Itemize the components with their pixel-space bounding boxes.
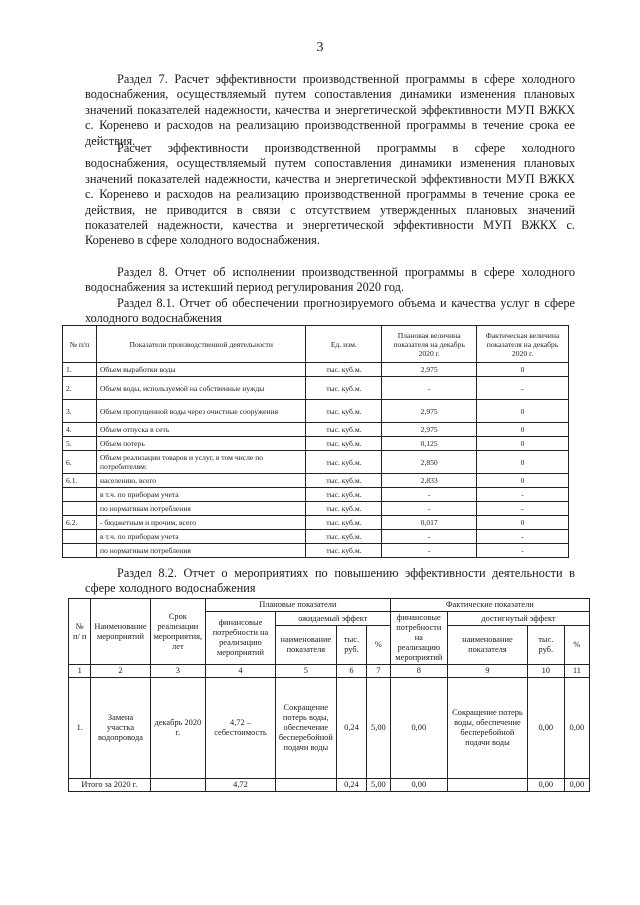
h-pct-2: % bbox=[564, 626, 589, 665]
column-number: 8 bbox=[390, 665, 447, 678]
row-indicator: Объем воды, используемой на собственные нужды bbox=[96, 377, 306, 400]
row-fact: 0 bbox=[477, 437, 569, 451]
row-indicator: в т.ч. по приборам учета bbox=[96, 488, 306, 502]
h-thous-2: тыс. руб. bbox=[527, 626, 564, 665]
row-unit: тыс. куб.м. bbox=[306, 516, 382, 530]
column-number: 11 bbox=[564, 665, 589, 678]
header-plan: Плановая величина показателя на декабрь 2020 г. bbox=[382, 326, 477, 363]
row-indicator: Объем реализации товаров и услуг, в том числе по потребителям: bbox=[96, 451, 306, 474]
column-number: 6 bbox=[336, 665, 366, 678]
header-no: № п/п bbox=[63, 326, 97, 363]
table-row bbox=[63, 544, 569, 558]
column-number: 10 bbox=[527, 665, 564, 678]
column-number: 1 bbox=[69, 665, 91, 678]
row-unit: тыс. куб.м. bbox=[306, 400, 382, 423]
row-indicator: населению, всего bbox=[96, 474, 306, 488]
row-fact: - bbox=[477, 488, 569, 502]
row-unit: тыс. куб.м. bbox=[306, 530, 382, 544]
row-no bbox=[63, 488, 97, 502]
total-thous-1: 0,24 bbox=[336, 779, 366, 792]
row-indicator: по нормативам потребления bbox=[96, 544, 306, 558]
table-row bbox=[63, 451, 569, 474]
row-plan: - bbox=[382, 488, 477, 502]
table-row bbox=[63, 530, 569, 544]
row-no: 6.1. bbox=[63, 474, 97, 488]
header-unit: Ед. изм. bbox=[306, 326, 382, 363]
total-thous-2: 0,00 bbox=[527, 779, 564, 792]
row-indicator: Объем отпуска в сеть bbox=[96, 423, 306, 437]
table-8-1 bbox=[62, 325, 569, 558]
table-row bbox=[69, 678, 590, 779]
column-numbers-row bbox=[69, 665, 590, 678]
h-name: Наименование мероприятий bbox=[91, 599, 150, 665]
cell-8: 0,00 bbox=[390, 678, 447, 779]
row-fact: - bbox=[477, 377, 569, 400]
column-number: 7 bbox=[367, 665, 391, 678]
header-fact: Фактическая величина показателя на декабрь 2020 г. bbox=[477, 326, 569, 363]
cell-6: 0,24 bbox=[336, 678, 366, 779]
h-plan: Плановые показатели bbox=[206, 599, 391, 612]
cell-11: 0,00 bbox=[564, 678, 589, 779]
row-unit: тыс. куб.м. bbox=[306, 451, 382, 474]
row-no: 4. bbox=[63, 423, 97, 437]
table-row bbox=[63, 363, 569, 377]
row-indicator: в т.ч. по приборам учета bbox=[96, 530, 306, 544]
h-ind-name: наименование показателя bbox=[275, 626, 336, 665]
cell-2: Замена участка водопровода bbox=[91, 678, 150, 779]
row-indicator: - бюджетным и прочим, всего bbox=[96, 516, 306, 530]
row-unit: тыс. куб.м. bbox=[306, 544, 382, 558]
cell-3: декабрь 2020 г. bbox=[150, 678, 205, 779]
section8-1-title: Раздел 8.1. Отчет об обеспечении прогнозируемого объема и качества услуг в сфере холодного водоснабжения bbox=[85, 296, 575, 326]
row-no bbox=[63, 530, 97, 544]
total-fin-plan: 4,72 bbox=[206, 779, 276, 792]
page-number: 3 bbox=[316, 40, 324, 55]
table-row bbox=[63, 377, 569, 400]
total-fin-fact: 0,00 bbox=[390, 779, 447, 792]
row-unit: тыс. куб.м. bbox=[306, 488, 382, 502]
cell-9: Сокращение потерь воды, обеспечение бесперебойной подачи воды bbox=[447, 678, 527, 779]
cell-10: 0,00 bbox=[527, 678, 564, 779]
cell-1: 1. bbox=[69, 678, 91, 779]
row-fact: - bbox=[477, 530, 569, 544]
h-no: № п/ п bbox=[69, 599, 91, 665]
row-no: 3. bbox=[63, 400, 97, 423]
section8-2-title: Раздел 8.2. Отчет о мероприятиях по повышению эффективности деятельности в сфере холодного водоснабжения bbox=[85, 566, 575, 596]
row-fact: 0 bbox=[477, 516, 569, 530]
row-fact: 0 bbox=[477, 423, 569, 437]
row-no: 2. bbox=[63, 377, 97, 400]
h-achieved: достигнутый эффект bbox=[447, 612, 589, 626]
cell-7: 5,00 bbox=[367, 678, 391, 779]
cell-5: Сокращение потерь воды, обеспечение бесперебойной подачи воды bbox=[275, 678, 336, 779]
row-indicator: Объем пропущенной воды через очистные сооружения bbox=[96, 400, 306, 423]
cell-4: 4,72 – себестоимость bbox=[206, 678, 276, 779]
row-unit: тыс. куб.м. bbox=[306, 423, 382, 437]
row-unit: тыс. куб.м. bbox=[306, 474, 382, 488]
column-number: 3 bbox=[150, 665, 205, 678]
row-fact: 0 bbox=[477, 363, 569, 377]
row-no: 6. bbox=[63, 451, 97, 474]
h-fin-plan: финансовые потребности на реализацию мероприятий bbox=[206, 612, 276, 665]
h-pct-1: % bbox=[367, 626, 391, 665]
row-plan: 0,125 bbox=[382, 437, 477, 451]
header-indicator: Показатели производственной деятельности bbox=[96, 326, 306, 363]
table-row bbox=[63, 516, 569, 530]
row-unit: тыс. куб.м. bbox=[306, 377, 382, 400]
row-plan: 2,975 bbox=[382, 363, 477, 377]
table-8-2 bbox=[68, 598, 590, 792]
table-body bbox=[63, 363, 569, 558]
total-row bbox=[69, 779, 590, 792]
h-fact: Фактические показатели bbox=[390, 599, 589, 612]
column-number: 4 bbox=[206, 665, 276, 678]
row-plan: - bbox=[382, 530, 477, 544]
total-pct-2: 0,00 bbox=[564, 779, 589, 792]
row-plan: 2,975 bbox=[382, 400, 477, 423]
row-fact: - bbox=[477, 544, 569, 558]
h-thous-1: тыс. руб. bbox=[336, 626, 366, 665]
total-pct-1: 5,00 bbox=[367, 779, 391, 792]
row-no bbox=[63, 502, 97, 516]
h-expected: ожидаемый эффект bbox=[275, 612, 390, 626]
section7-paragraph-1: Раздел 7. Расчет эффективности производственной программы в сфере холодного водоснабжения, осуществляемый путем сопоставления динамики изменения плановых значений показателей надежности, качества и энергетической эффективности МУП ВЖКХ с. Кореневo и расходов на реализацию производственной программы в течение срока ее действия. bbox=[85, 72, 575, 148]
row-no: 6.2. bbox=[63, 516, 97, 530]
column-number: 9 bbox=[447, 665, 527, 678]
row-plan: 2,850 bbox=[382, 451, 477, 474]
row-no bbox=[63, 544, 97, 558]
row-unit: тыс. куб.м. bbox=[306, 363, 382, 377]
h-term: Срок реализации мероприятия, лет bbox=[150, 599, 205, 665]
table-row bbox=[63, 502, 569, 516]
row-fact: 0 bbox=[477, 451, 569, 474]
section8-heading: Раздел 8. Отчет об исполнении производственной программы в сфере холодного водоснабжения за истекший период регулирования 2020 год. bbox=[85, 265, 575, 295]
table-row bbox=[63, 488, 569, 502]
h-fin-fact: финансовые потребности на реализацию мероприятий bbox=[390, 612, 447, 665]
row-plan: 2,833 bbox=[382, 474, 477, 488]
row-fact: - bbox=[477, 502, 569, 516]
row-unit: тыс. куб.м. bbox=[306, 437, 382, 451]
section7-paragraph-2: Расчет эффективности производственной программы в сфере холодного водоснабжения, осуществляемый путем сопоставления динамики изменения плановых значений показателей надежности, качества и энергетической эффективности МУП ВЖКХ с. Кореневo и расходов на реализацию производственной программы в течение срока ее действия, не приводится в связи с отсутствием утвержденных плановых значений показателей надежности, качества и энергетической эффективности МУП ВЖКХ с. Кореневo в сфере холодного водоснабжения. bbox=[85, 141, 575, 248]
h-ind-name-2: наименование показателя bbox=[447, 626, 527, 665]
row-indicator: Объем потерь bbox=[96, 437, 306, 451]
column-number: 5 bbox=[275, 665, 336, 678]
row-plan: - bbox=[382, 377, 477, 400]
table-row bbox=[63, 437, 569, 451]
total-label: Итого за 2020 г. bbox=[69, 779, 151, 792]
row-fact: 0 bbox=[477, 400, 569, 423]
row-unit: тыс. куб.м. bbox=[306, 502, 382, 516]
table-row bbox=[63, 474, 569, 488]
column-number: 2 bbox=[91, 665, 150, 678]
row-plan: 2,975 bbox=[382, 423, 477, 437]
row-plan: - bbox=[382, 544, 477, 558]
row-fact: 0 bbox=[477, 474, 569, 488]
row-no: 5. bbox=[63, 437, 97, 451]
table-row bbox=[63, 400, 569, 423]
row-indicator: по нормативам потребления bbox=[96, 502, 306, 516]
row-plan: 0,017 bbox=[382, 516, 477, 530]
table-row bbox=[63, 423, 569, 437]
row-plan: - bbox=[382, 502, 477, 516]
table-header-row bbox=[63, 326, 569, 363]
row-no: 1. bbox=[63, 363, 97, 377]
row-indicator: Объем выработки воды bbox=[96, 363, 306, 377]
